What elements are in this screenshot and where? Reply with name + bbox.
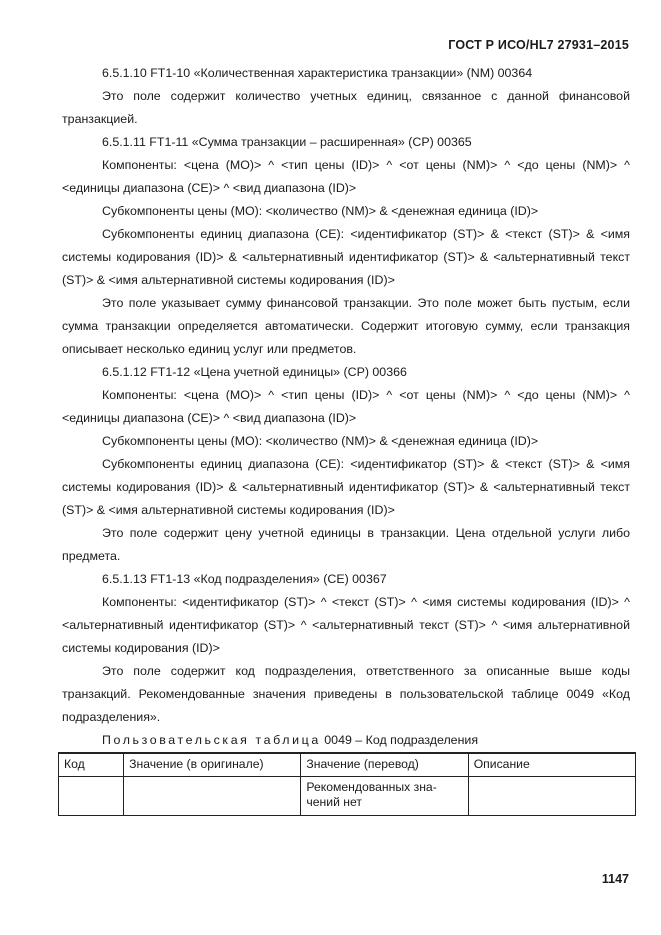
table-cell-value-translation: Рекомендованных значений нет: [301, 777, 468, 816]
section-heading-6-5-1-13: 6.5.1.13 FT1-13 «Код подразделения» (CE) 00367: [102, 572, 387, 586]
paragraph: Это поле содержит количество учетных единиц, связанное с данной финансовой транзакцией.: [62, 89, 630, 126]
column-header-value-original: Значение (в оригинале): [124, 753, 301, 777]
table-header-row: [59, 753, 636, 777]
user-table-0049: [58, 752, 636, 816]
document-body: [62, 62, 630, 752]
table-caption: [62, 729, 630, 752]
paragraph: Компоненты: <цена (MO)> ^ <тип цены (ID)> ^ <от цены (NM)> ^ <до цены (NM)> ^ <единицы диапазона (CE)> ^ <вид диапазона (ID)>: [62, 158, 630, 195]
paragraph: Субкомпоненты цены (MO): <количество (NM)> & <денежная единица (ID)>: [102, 434, 539, 448]
column-header-value-translation: Значение (перевод): [301, 753, 468, 777]
paragraph: Компоненты: <цена (MO)> ^ <тип цены (ID)> ^ <от цены (NM)> ^ <до цены (NM)> ^ <единицы диапазона (CE)> ^ <вид диапазона (ID)>: [62, 388, 630, 425]
paragraph: Это поле содержит код подразделения, ответственного за описанные выше коды транзакций. Рекомендованные значения приведены в пользовательской таблице 0049 «Код подразделения».: [62, 664, 630, 724]
document-header: ГОСТ Р ИСО/HL7 27931–2015: [448, 38, 629, 52]
table-cell-code: [59, 777, 124, 816]
section-heading-6-5-1-10: 6.5.1.10 FT1-10 «Количественная характеристика транзакции» (NM) 00364: [102, 66, 533, 80]
table-caption-title: 0049 – Код подразделения: [320, 733, 479, 747]
column-header-description: Описание: [468, 753, 635, 777]
paragraph: Компоненты: <идентификатор (ST)> ^ <текст (ST)> ^ <имя системы кодирования (ID)> ^ <альтернативный идентификатор (ST)> ^ <альтернативный текст (ST)> ^ <имя альтернативной системы кодирования (ID)>: [62, 595, 630, 655]
table-cell-description: [468, 777, 635, 816]
table-row: [59, 777, 636, 816]
paragraph: Субкомпоненты цены (MO): <количество (NM)> & <денежная единица (ID)>: [102, 204, 539, 218]
table-caption-prefix: Пользовательская таблица: [102, 733, 321, 747]
table-cell-value-original: [124, 777, 301, 816]
page-number: 1147: [601, 872, 629, 886]
paragraph: Субкомпоненты единиц диапазона (CE): <идентификатор (ST)> & <текст (ST)> & <имя системы кодирования (ID)> & <альтернативный идентификатор (ST)> & <альтернативный текст (ST)> & <имя альтернативной системы кодирования (ID)>: [62, 457, 630, 517]
paragraph: Субкомпоненты единиц диапазона (CE): <идентификатор (ST)> & <текст (ST)> & <имя системы кодирования (ID)> & <альтернативный идентификатор (ST)> & <альтернативный текст (ST)> & <имя альтернативной системы кодирования (ID)>: [62, 227, 630, 287]
paragraph: Это поле указывает сумму финансовой транзакции. Это поле может быть пустым, если сумма транзакции определяется автоматически. Содержит итоговую сумму, если транзакция описывает несколько единиц услуг или предметов.: [62, 296, 630, 356]
section-heading-6-5-1-11: 6.5.1.11 FT1-11 «Сумма транзакции – расширенная» (CP) 00365: [102, 135, 472, 149]
column-header-code: Код: [59, 753, 124, 777]
paragraph: Это поле содержит цену учетной единицы в транзакции. Цена отдельной услуги либо предмета.: [62, 526, 630, 563]
section-heading-6-5-1-12: 6.5.1.12 FT1-12 «Цена учетной единицы» (CP) 00366: [102, 365, 407, 379]
